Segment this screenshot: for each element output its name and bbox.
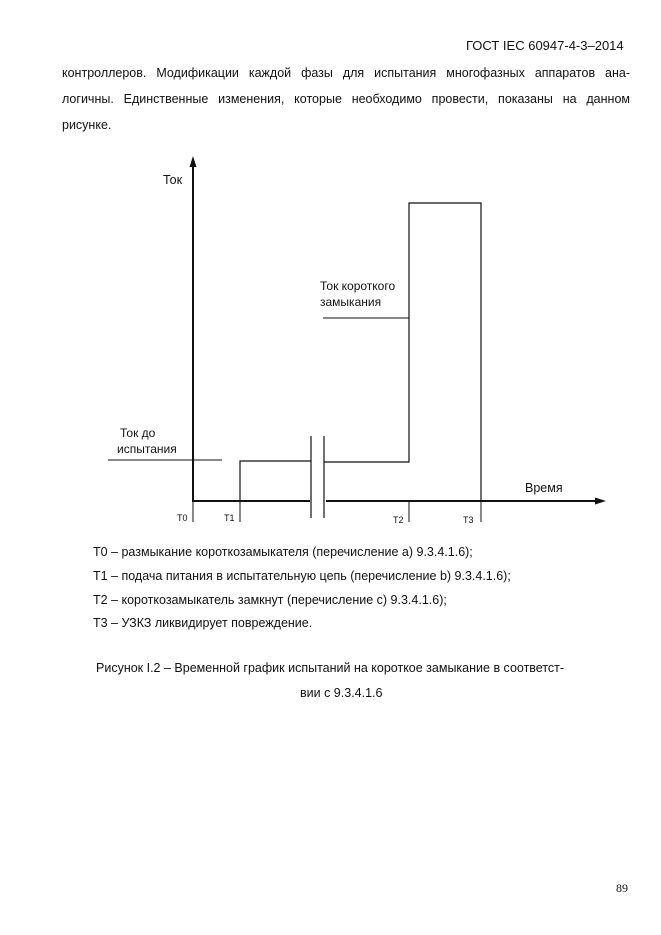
t0-label: T0	[177, 513, 188, 523]
page-number: 89	[616, 881, 628, 895]
legend-item-t1: T1 – подача питания в испытательную цепь (перечисление b) 9.3.4.1.6);	[93, 569, 511, 583]
intro-paragraph-line: контроллеров. Модификации каждой фазы для испытания многофазных аппаратов ана-	[62, 66, 630, 80]
short-circuit-label-line2: замыкания	[320, 295, 382, 309]
y-axis-label: Ток	[163, 173, 183, 187]
current-waveform-pre-test	[240, 461, 311, 501]
legend-item-t3: T3 – УЗКЗ ликвидирует повреждение.	[93, 616, 313, 630]
pre-test-label-line1: Ток до	[120, 426, 156, 440]
intro-paragraph-line: рисунке.	[62, 118, 112, 132]
t3-label: T3	[463, 515, 474, 525]
t1-label: T1	[224, 513, 235, 523]
short-circuit-label-line1: Ток короткого	[320, 279, 396, 293]
y-axis-arrowhead	[190, 156, 197, 167]
document-code-header: ГОСТ IEC 60947-4-3–2014	[466, 38, 624, 53]
current-waveform-short-circuit	[324, 203, 481, 501]
legend-item-t0: T0 – размыкание короткозамыкателя (перечисление a) 9.3.4.1.6);	[93, 545, 473, 559]
figure-caption-line1: Рисунок I.2 – Временной график испытаний на короткое замыкание в соответст-	[96, 661, 565, 675]
pre-test-label-line2: испытания	[117, 442, 177, 456]
legend-item-t2: T2 – короткозамыкатель замкнут (перечисление c) 9.3.4.1.6);	[93, 593, 447, 607]
x-axis-arrowhead	[595, 498, 606, 505]
figure-caption-line2: вии с 9.3.4.1.6	[300, 686, 383, 700]
intro-paragraph-line: логичны. Единственные изменения, которые необходимо провести, показаны на данном	[62, 92, 630, 106]
x-axis-label: Время	[525, 481, 563, 495]
t2-label: T2	[393, 515, 404, 525]
